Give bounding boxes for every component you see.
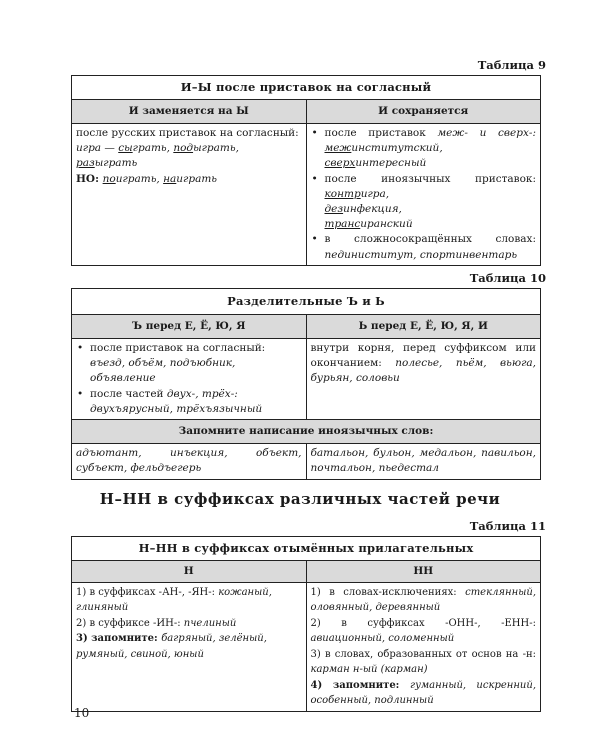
table11-col1-cell	[72, 582, 307, 711]
rule-text: 2) в суффиксе -ИН-:	[76, 617, 184, 629]
ex-word: багряный, зелёный, румяный, свиной, юный	[76, 633, 267, 660]
ex-word: игра,	[360, 187, 390, 200]
ex-prefix: сы	[118, 142, 133, 155]
ex-word: пчелиный	[183, 617, 237, 629]
table11-col2-row2	[311, 616, 537, 647]
ex-prefix: на	[163, 172, 177, 185]
table10-remember-col1: адъютант, инъекция, объект, субъект, фельдъегерь	[72, 444, 307, 479]
rule-text: 3) запомните:	[76, 633, 162, 645]
table11-col2-cell	[306, 582, 541, 711]
table10-caption: Таблица 10	[469, 271, 546, 285]
table11	[71, 536, 541, 712]
ex-word: гуманный, искренний, особенный, подлинный	[310, 679, 536, 707]
ex-word: двух-, трёх-:	[166, 387, 238, 400]
table10-col1-header: Ъ перед Е, Ё, Ю, Я	[72, 314, 307, 338]
ex-letter: и	[355, 157, 363, 170]
ex-word: играть	[176, 172, 218, 185]
bullet-text: после иноязычных приставок:	[324, 172, 536, 185]
ex-prefix: транс	[324, 218, 361, 231]
rule-text: 3) в словах, образованных от основ на -н:	[310, 648, 536, 660]
rule-text: 4) запомните:	[310, 679, 411, 691]
table10-col1-cell	[72, 338, 307, 419]
no-label: НО:	[76, 172, 103, 185]
ex-word: карман н-ый (карман)	[310, 664, 428, 676]
ex-letter: и	[351, 142, 359, 155]
table9-col1-header: И заменяется на Ы	[72, 99, 307, 123]
table9-bullet-1	[323, 126, 537, 172]
table11-col1-row3	[76, 631, 302, 662]
ex-word: авиационный, соломенный	[310, 633, 455, 645]
ex-word: стеклянный, оловянный, деревянный	[310, 586, 536, 614]
table9	[71, 75, 541, 266]
table11-col2-row4	[311, 678, 537, 709]
table10-bullet-2	[88, 387, 302, 417]
ex-word: полесье, пьём, вьюга, бурьян, соловьи	[310, 357, 536, 385]
table11-col1-row1	[76, 585, 302, 616]
table11-col1-header: Н	[72, 560, 307, 582]
table11-col1-row2	[76, 616, 302, 632]
table11-col2-header: НН	[306, 560, 541, 582]
ex-word: играть,	[115, 172, 164, 185]
table9-col2-cell	[306, 123, 541, 265]
section-title: Н–НН в суффиксах различных частей речи	[99, 490, 501, 508]
ex-word: двухъярусный, трёхъязычный	[90, 402, 263, 415]
table9-bullet-3	[323, 232, 537, 262]
table9-title: И–Ы после приставок на согласный	[72, 76, 541, 100]
table10-remember-col2: батальон, бульон, медальон, павильон, почтальон, пьедестал	[306, 444, 541, 479]
ex-word: грать,	[201, 142, 239, 155]
table9-col1-cell	[72, 123, 307, 265]
ex-word: грать,	[132, 142, 174, 155]
bullet-text: в сложносокращённых словах:	[324, 233, 536, 246]
ex-letter: ы	[94, 157, 104, 170]
ex-word: нститутский,	[358, 142, 443, 155]
table11-caption: Таблица 11	[469, 519, 546, 533]
rule-text: 1) в суффиксах -АН-, -ЯН-:	[76, 586, 219, 598]
table10-col2-header: Ь перед Е, Ё, Ю, Я, И	[306, 314, 541, 338]
table9-col1-examples	[76, 141, 302, 171]
ex-prefix: меж	[324, 142, 352, 155]
ex-prefix: сверх	[324, 157, 356, 170]
table10-remember-header: Запомните написание иноязычных слов:	[72, 419, 541, 443]
page-number: 10	[74, 706, 90, 720]
ex-word: пединиститут, спортинвентарь	[324, 248, 518, 261]
table10-bullet-1	[88, 341, 302, 387]
rule-text: 1) в словах-исключениях:	[310, 586, 466, 598]
rule-text: внутри корня, перед суффиксом или окончанием:	[310, 341, 536, 370]
table9-bullet-2	[323, 172, 537, 233]
table10-title: Разделительные Ъ и Ь	[72, 289, 541, 315]
bullet-text: меж- и сверх-:	[437, 126, 536, 139]
ex-word: иранский	[360, 218, 413, 231]
table11-title: Н–НН в суффиксах отымённых прилагательных	[72, 537, 541, 561]
ex-prefix: раз	[76, 157, 95, 170]
table10-col2-cell	[306, 338, 541, 419]
table9-col2-header: И сохраняется	[306, 99, 541, 123]
bullet-text: после приставок	[324, 126, 438, 139]
table9-col1-line1: после русских приставок на согласный:	[76, 126, 299, 139]
rule-text: 2) в суффиксах -ОНН-, -ЕНН-:	[310, 617, 536, 629]
ex-word: инфекция,	[343, 202, 402, 215]
bullet-text: после приставок на согласный:	[90, 341, 266, 354]
ex-word: грать	[103, 157, 138, 170]
ex-prefix: по	[102, 172, 116, 185]
table9-caption: Таблица 9	[477, 58, 546, 72]
ex-word: нтересный	[362, 157, 427, 170]
ex-letter: ы	[193, 142, 202, 155]
ex-word: кожаный, глиняный	[76, 586, 272, 614]
table9-col1-exception	[76, 172, 302, 187]
bullet-text: после частей	[90, 387, 167, 400]
ex-prefix: дез	[324, 202, 344, 215]
ex-word: игра —	[76, 142, 119, 155]
table10	[71, 288, 541, 480]
table11-col2-row3	[311, 647, 537, 678]
ex-prefix: контр	[324, 187, 361, 200]
ex-word: въезд, объём, подъюбник, объявление	[90, 357, 236, 385]
ex-prefix: под	[173, 142, 194, 155]
table11-col2-row1	[311, 585, 537, 616]
